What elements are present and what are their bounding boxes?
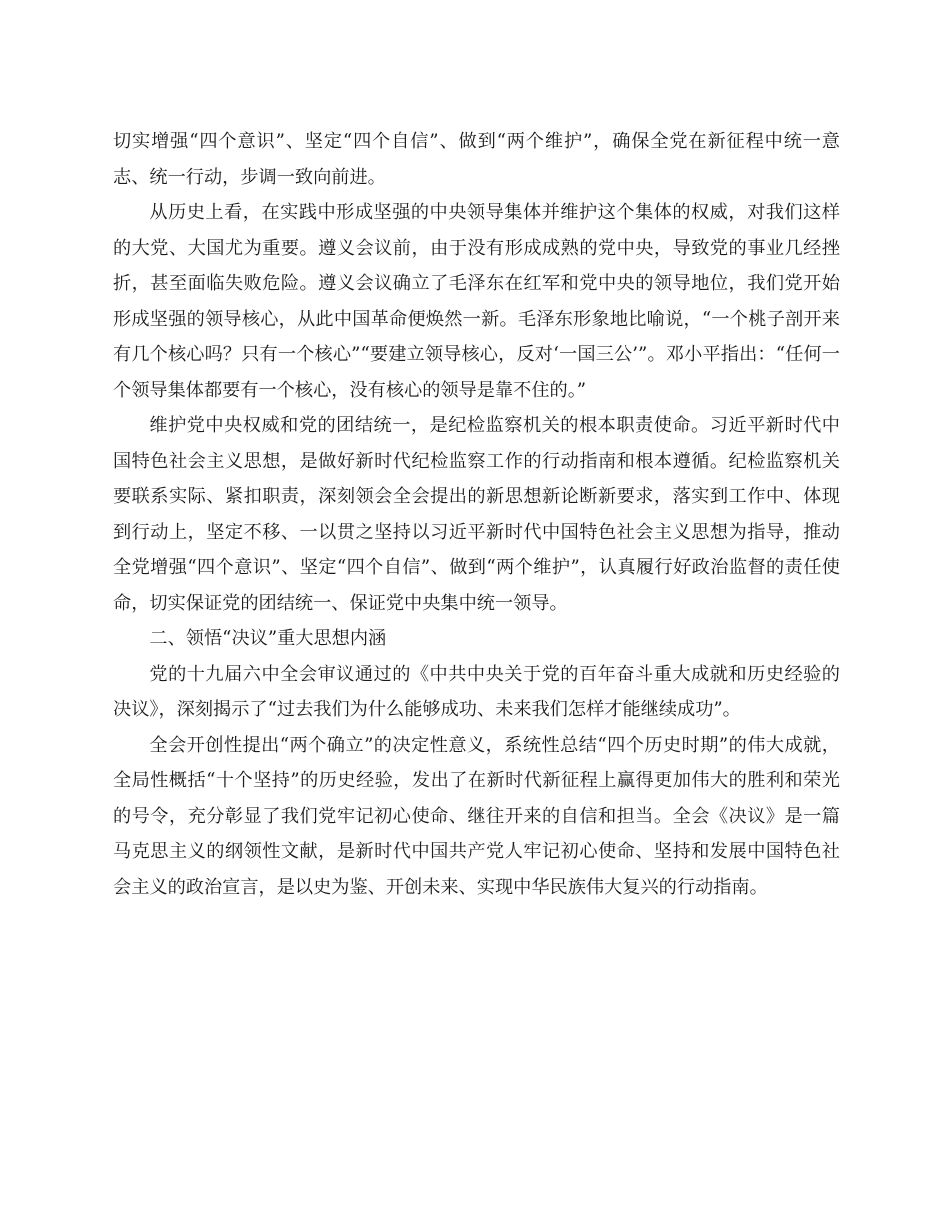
document-page: [113, 124, 840, 905]
paragraph-continuation: 切实增强“四个意识”、坚定“四个自信”、做到“两个维护”，确保全党在新征程中统一意志、统一行动，步调一致向前进。: [113, 131, 840, 188]
paragraph-plenary: 全会开创性提出“两个确立”的决定性意义，系统性总结“四个历史时期”的伟大成就，全局性概括“十个坚持”的历史经验，发出了在新时代新征程上赢得更加伟大的胜利和荣光的号令，充分彰显了我们党牢记初心使命、继往开来的自信和担当。全会《决议》是一篇马克思主义的纲领性文献，是新时代中国共产党人牢记初心使命、坚持和发展中国特色社会主义的政治宣言，是以史为鉴、开创未来、实现中华民族伟大复兴的行动指南。: [113, 734, 840, 898]
paragraph-resolution: 党的十九届六中全会审议通过的《中共中央关于党的百年奋斗重大成就和历史经验的决议》，深刻揭示了“过去我们为什么能够成功、未来我们怎样才能继续成功”。: [113, 663, 840, 720]
section-heading: 二、领悟“决议”重大思想内涵: [149, 628, 387, 649]
paragraph-history: 从历史上看，在实践中形成坚强的中央领导集体并维护这个集体的权威，对我们这样的大党、大国尤为重要。遵义会议前，由于没有形成成熟的党中央，导致党的事业几经挫折，甚至面临失败危险。遵义会议确立了毛泽东在红军和党中央的领导地位，我们党开始形成坚强的领导核心，从此中国革命便焕然一新。毛泽东形象地比喻说，“一个桃子剖开来有几个核心吗？只有一个核心”“要建立领导核心，反对‘一国三公’”。邓小平指出：“任何一个领导集体都要有一个核心，没有核心的领导是靠不住的。”: [113, 202, 840, 401]
paragraph-duty: 维护党中央权威和党的团结统一，是纪检监察机关的根本职责使命。习近平新时代中国特色社会主义思想，是做好新时代纪检监察工作的行动指南和根本遵循。纪检监察机关要联系实际、紧扣职责，深刻领会全会提出的新思想新论断新要求，落实到工作中、体现到行动上，坚定不移、一以贯之坚持以习近平新时代中国特色社会主义思想为指导，推动全党增强“四个意识”、坚定“四个自信”、做到“两个维护”，认真履行好政治监督的责任使命，切实保证党的团结统一、保证党中央集中统一领导。: [113, 415, 840, 614]
